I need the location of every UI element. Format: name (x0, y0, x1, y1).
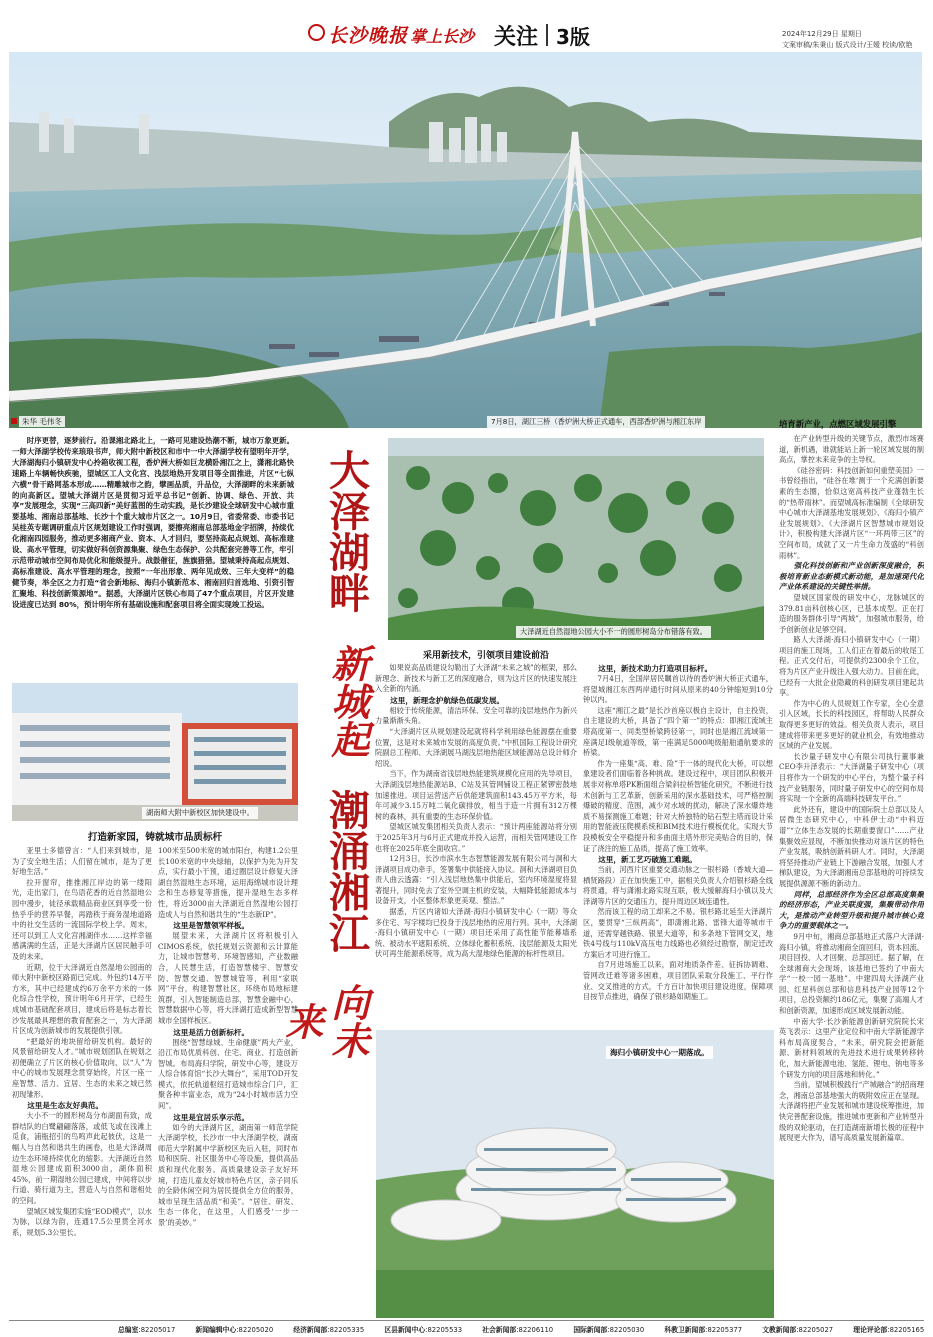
hero-caption: 7月8日，湖江三桥（香炉洲大桥正式通车，西部香炉洲与湘江东岸 (487, 416, 705, 428)
col5-p10: 当前，望城积极践行“产城融合”的招商理念，湘南总部基地强大的吸附效应正在显现。大泽湖将把产业发展和城市建设统筹推进，加快完善配套设施，推进城市更新和产业转型升级的双轮驱动，在打造湖南新增长极的征程中展现更大作为，谱写高质量发展新篇章。 (779, 1080, 924, 1143)
col4-p4: 当前，河西片区重要交通动脉之一银杉路（香城大道—栖贤路段）正在加快施工中，据相关负责人介绍银杉路全线将贯通，将与潇湘北路实现互联，极大缓解海归小镇以及大泽湖等片区的交通压力，提升周边区域连通性。 (583, 865, 773, 906)
wetland-islands-image (388, 438, 764, 640)
col1-p1: 亚里士多德曾言：“人们来到城市，是为了安全地生活；人们留在城市，是为了更好地生活。” (12, 846, 152, 877)
newspaper-logo: 长沙晚报 (328, 25, 409, 47)
headline-line1: 大泽湖畔 (322, 449, 370, 613)
col5-p5: 作为中心的人员规划工作专家，全心全意引入区域，长长的科技园区，将帮助人民群众取得更多更好的效益。相关负责人表示，项目建成将带来更多更好的就业机会，有效地推动区域的产业发展。 (779, 698, 924, 751)
footer-rule (9, 1320, 924, 1321)
issue-date: 2024年12月29日 星期日 (782, 30, 862, 38)
col4-sub2: 这里，新工艺巧破施工难题。 (598, 855, 697, 865)
col3-p4: 当下，作为湖南省浅层地热能建筑规模化应用的先导项目，大泽湖浅层地热能源站B、C站及其管网铺设工程正紧锣密鼓地加速推进。项目运营送产后供能建筑面积143.45万平方米，每年可减少3.15万吨二氧化碳排放，相当于造一片拥有312万棵树的森林，具有重要的生态环保价值。 (375, 769, 577, 821)
col5-heading: 培育新产业，点燃区域发展引擎 (779, 419, 897, 429)
newspaper-logo-icon (308, 24, 325, 41)
col3-p5: 望城区城发集团相关负责人表示：“预计两座能源站将分别于2025年3月与6月正式建成并投入运营，而相关管网建设工作也将在2025年底全面收官。” (375, 822, 577, 853)
col5-p8: 9月中旬，湘商总部基地正式落户大泽湖·海归小镇，将推动湘商全面回归，资本回流、项目回投、人才回聚、总部回迁。据了解，在全球湘商大会现场，该基地已签约了中南大学“一校一园一基地”、中建四局大泽湖产业园、红星科创总部和信息科技产业园等12个项目，总投资额约186亿元，集聚了高端人才和创新资源，加速形成区域发展新动能。 (779, 931, 924, 1016)
hero-photo (9, 52, 922, 428)
col3-heading: 采用新技术，引领项目建设前沿 (422, 651, 549, 661)
wetland-photo (388, 438, 764, 640)
col5-text (779, 434, 924, 1318)
col4-p1: 7月4日，全国岸居民瞩首以待的香炉洲大桥正式通车，将望城湘江东西两岸通行时间从原来的40分钟缩短到10分钟以内。 (583, 674, 773, 705)
footer-item: 总编室:82205017 (118, 1326, 176, 1334)
col4-sub1: 这里，新技术助力打造项目标杆。 (598, 664, 713, 673)
haigui-caption: 海归小镇研发中心一期落成。 (606, 1046, 713, 1059)
col2-p4: 如今的大泽湖片区，湖南第一师范学院大泽湖学校，长沙市一中大泽湖学校，湖南师范大学附属中学新校区先后入驻，同时布局和医院、社区服务中心等设施，提供高品质和现代化服务。高质量建设亲子友好环境，打造儿童友好城市特色片区，亲子同乐的全龄休闲空间为居民提供全方位的服务，城市呈现生活品质“和美”。“居住、研发、生态一体化，在这里，人们感受‘一步一景’的美妙。” (158, 1122, 298, 1227)
footer-item: 科教卫新闻部:82205377 (664, 1326, 743, 1334)
col5-p4: 路人大泽湖·海归小镇研发中心（一期）项目的施工现场，工人们正在着最后的收尾工程。正式交付后，可提供约2300余个工位，将为片区产业升级注入强大动力。目前在此，已经有一大批企业隐藏的科创研发项目建起共享。 (779, 635, 924, 698)
col5-p3: 望城区国家级的研发中心，龙脉城区的379.81亩科创核心区，已基本成型。正在打造的服务群体引导“两城”，加强城市服务，给予创新创业足够空间。 (779, 592, 924, 634)
headline (279, 436, 370, 1059)
footer-item: 理论评论部:82205165 (853, 1326, 925, 1334)
col3-p3: “大泽湖片区从规划建设起就将科学利用绿色能源摆在重要位置，这是对未来城市发展的高度负责。”中机国际工程设计研究院副总工程师、大泽湖展马湖浅层地热能区域能源站总设计师介绍说。 (375, 726, 577, 768)
col5-p6: 长沙量子研发中心有限公司执行董事兼CEO李升泽表示：“大泽湖量子研发中心（项目将作为一个研发的中心平台，为整个量子科技产业链服务，同时量子研发中心的空间布局将实现一个全新的高端科技研发平台。” (779, 751, 924, 804)
footer-item: 区县新闻中心:82205533 (384, 1326, 463, 1334)
footer-hotlines (118, 1324, 933, 1334)
headline-line1-b: 新城起 (325, 644, 370, 758)
col1-text (12, 846, 152, 1316)
col1-p4: “把最好的地块留给研发机构。最好的风景留给研发人才。”城市规划团队在规划之初便确立了片区的核心价值取向，以“人”为中心的城市发展理念贯穿始终，片区一座一座智慧、活力、宜居、生态的未来之城已然初现雏形。 (12, 1036, 152, 1099)
school-photo (12, 683, 298, 821)
page-number: 3版 (556, 25, 590, 49)
footer-item: 新闻编辑中心:82205020 (195, 1326, 274, 1334)
col3-sub1: 这里，新理念护航绿色低碳发展。 (390, 695, 505, 705)
col4-p5: 然而该工程的动工却来之不易。银杉路北延至大泽湖片区，要贯穿“三纵两高”，即潇湘北路、雷锋大道等城市干道，还需穿越铁路、银星大道等，和多条地下管网交叉，地铁4号线与110kV高压电力线路也必须经过勘察，制定迁改方案后才可进行施工。 (583, 907, 773, 959)
footer-item: 经济新闻部:82205335 (293, 1326, 365, 1334)
col1-p5: 大小不一的圆形树岛分布湖面有致，成群结队的白鹭翩翩落落，或低飞或在浅滩上觅食，浦瓶招引的鸟鸣声此起彼伏，这是一幅人与自然和谐共生的画卷，也是大泽湖周边生态环境持续优化的缩影。大泽湖近自然湿地公园建成面积3000亩，湖体面积45%，前一期湿地公园已建成，中间将以步行道、骑行道为主，营造人与自然和谐相处的空间。 (12, 1111, 152, 1205)
col4-p2: 这座“湘江之最”是长沙首座以极自主设计，自主投资，自主建设的大桥，具备了“四个第一”的特点：即湘江流域主塔高度第一、同类型桥梁跨径第一，同时也是湘江流域第一座满足Ⅰ级航道等级，第一座满足5000吨级船舶通航要求的桥梁。 (583, 705, 773, 758)
col2-p2: 展望未来，大泽湖片区将积极引入CIMOS系统，依托规划云资源和云计算能力，让城市智慧考、环境智感知，产业数融合，人民慧生活，打造智慧楼宇、智慧安防、智慧交通、智慧城管等，利用“家联网”平台，构建智慧社区，环绕布局地标建筑群，引入智能制造总部，智慧金融中心，智慧数据中心等，将大泽湖打造成新型智慧城市全国样板区。 (158, 931, 298, 1025)
photo-credit: 朱华 毛伟冬 (19, 416, 65, 427)
app-logo: 掌上长沙 (410, 27, 475, 46)
footer-item: 文教新闻部:82205027 (762, 1326, 834, 1334)
wetland-caption: 大泽湖近自然湿地公园大小不一的圆形树岛分布错落有致。 (516, 626, 711, 638)
col3-p6: 12月3日，长沙市滨水生态智慧能源发展有限公司与洞和大泽湖项目成功牵手，签署集中供能接入协议。洞和大泽湖项目负责人曲云透露：“引入浅层地热集中供能后，室内环境湿度将显著提升，同时免去了室外空调主机的安装，大幅降低能源成本与设备开支，小区整体形象更美观、整洁。” (375, 854, 577, 906)
col5-p2: 《硅谷密码：科技创新如何重塑美国》一书曾经指出，“硅谷在堆‘测于一个充满创新要素的生态圈，恰似这宽高科技产业蓬勃生长的“热带雨林”。而望城高标准编制《全球研发中心城市大泽湖基地发展规划》、《海归小镇产业发展规划》、《大泽湖片区智慧城市规划设计》，积极构建大泽湖片区“一环两带三区”的空间布局，成就了又一片生命力茂盛的“科创雨林”。 (779, 465, 924, 560)
col2-p3: 围绕“智慧绿城、生命健康”两大产业，沿江布局优质科创、住宅、商业、打造创新智城。布局海归学院，研发中心等，建设万人综合体育馆“长沙大舞台”，采用TOD开发模式，依托轨道枢纽打造城市综合门户，汇聚各种丰富业态，成为“24小时城市活力空间”。 (158, 1037, 298, 1111)
col1-p2: 拉开窗帘，推推湘江岸边的第一缕阳光，走出家门，在鸟语花香的近自然湿地公园中漫步，徒径承载精品商业区到享受一份热乎乎的营养早餐，再踏秩于商务湿地道路中的社交生活的一流国际学校上学。周末，还可以到工人文化宫湘湖伴水……这样幸福感满满的生活，正是大泽湖片区居民触手可及的未来。 (12, 877, 152, 961)
col4-p6: 自7月进场施工以来，面对地质条件差、征拆协调难、管网改迁难等诸多困难，项目团队采取分段施工、平行作业、交叉推进的方式，千方百计加快项目建设进度，保障项目按节点推进，确保了银杉路如期施工。 (583, 960, 773, 1002)
col5-ital1: 强化科技创新和产业创新深度融合，积极培育新业态新模式新动能，是加速现代化产业体系建设的关键性举措。 (779, 561, 924, 592)
lead-paragraph (12, 436, 294, 611)
col1-sub2: 这里是生态友好典范。 (27, 1101, 104, 1111)
col5-p1: 在产业转型升级的关键节点，激烈市场赛道，新机遇，谁就能站上新一轮区域发展的制高点，掌控未来竞争的主导权。 (779, 434, 924, 465)
col4-text (583, 663, 773, 1023)
col2-sub3: 这里是宜居乐享示范。 (173, 1112, 250, 1122)
photo-credit-icon (11, 418, 17, 424)
col5-p9: 中南大学·长沙新能源创新研究院院长宋英飞表示：这里产业定位和中南大学新能源学科布局高度契合，“未来，研究院会把新能源、新材料领域的先进技术进行成果转移转化，加大新能源电池、氢能、锂电、钠电等多个研发方向的项目落地和转化。” (779, 1016, 924, 1079)
headline-line2: 潮涌湘江 (322, 789, 370, 953)
bridge-river-aerial-image (9, 52, 922, 428)
section-divider (546, 24, 548, 46)
school-building-image (12, 683, 298, 821)
col3-text (375, 663, 577, 1023)
col2-p1: 100米至500米宽的城市阳台，构建1.2公里长100米宽的中央绿轴，以保护为先为开发点，实行最小干预，通过圈层设计修复大泽湖自然湿地生态环境，运用海绵城市设计理念和生态修复等措施，提升湿地生态多样性，将近3000亩大泽湖近自然湿地公园打造成人与自然和谐共生的“生态新IP”。 (158, 846, 298, 919)
col5-p7: 此外还有，建设中的国际院士总部以及人居微生态研究中心，中科伊士动“中科迈谱”“立体生态发展的长期重要窗口”……产业集聚效应显现，不断加快推动对该片区的特色产业发展，吸纳创新科研人才。同时，大泽湖将坚持推动产业链上下游融合发展，加强人才梯队建设，为大泽湖湘南总部基地的可持续发展提供源源不断的新动力。 (779, 804, 924, 888)
col1-p3: 近期，位于大泽湖近自然湿地公园南的师大附中新校区路面已完成。外包约14万平方米，其中已经建成约6万余平方米的一体化综合性学校，预计明年6月开学，已经生成城市基础配套项目，建成后将是标志着长沙发展最具理想的教育配套之一，为大泽湖片区成为创新城市的发展提供引领。 (12, 962, 152, 1036)
col3-p7: 据悉，片区内诸如大泽湖·海归小镇研发中心（一期）等众多住宅、写字楼均已投身于浅层地热的应用行列。其中，大泽湖·海归小镇研发中心（一期）项目还采用了高性能节能幕墙系统、被动水平遮阳系统、立体绿化蓄积系统、浅层能源及太阳光伏可再生能源系统等，成为高大湿地绿色能源的标杆性项目。 (375, 907, 577, 959)
research-center-image (376, 1030, 774, 1318)
editor-credits: 文案审稿/朱秉山 版式设计/王嫒 校读/欧艳 (782, 41, 913, 49)
col2-text (158, 846, 298, 1316)
col1-p6: 望城区城发集团实施“EOD模式”，以水为脉，以绿为韵，连通17.5公里贯全河水系，规划5.3公里长。 (12, 1206, 152, 1237)
col3-p2: 相较于传统能源，清洁环保、安全可靠的浅层地热作为新兴力量渐渐头角。 (375, 705, 577, 726)
headline-line2-b: 向未来 (279, 983, 370, 1059)
haigui-photo (376, 1030, 774, 1318)
col4-p3: 作为一座集“高、难、险”于一体的现代化大桥，可以想象建设者们面临着各种挑战。建设过程中，项目团队积极开展非对称单塔PK断面组合梁斜拉桥智能化研究，不断进行技术创新与工艺革新，创新采用的深水基础技术，可严格控制爆破的精度、范围，减少对水域的扰动，解决了深水爆炸地质不易探测施工难题；针对大桥独特的钻石型主塔而设计采用的智能液压爬模系统和BIM技术进行模板优化，实现大节段模板安全平稳提升和多曲面主塔外形完美贴合的目的，保证了浇注的施工品质，提高了施工效率。 (583, 758, 773, 853)
col2-sub1: 这里是智慧领军样板。 (173, 921, 250, 931)
col5-ital2: 同样，总部经济作为全区总部高度集聚的经济形态，产业关联度强，集聚带动作用大，是推动产业转型升级和提升城市核心竞争力的重要载体之一。 (779, 889, 924, 931)
masthead (0, 0, 933, 52)
section-title: 关注 (494, 25, 539, 50)
lead-text: 时序更替，逐梦前行。沿课湘北路北上，一路可见建设热潮不断，城市万象更新。一师大泽湖学校传来琅琅书声，师大附中新校区和市中一中大泽湖学校有望明年开学，大泽湖海归小镇研发中心拎箱收视工程，香炉洲大桥如巨龙横卧湘江之上，潇湘北路快速路上车辆畅快疾驰，望城区工人文化宫、浅层地热开发项目等全面推进，片区“七纵六横”骨干路网基本形成……精雕城市之韵，擘画品质，升品位，大泽湖畔的未来新城的向高新区。望城大泽湖片区是贯彻习近平总书记“创新、协调、绿色、开放、共享”发展理念，实现“三高四新”美好蓝图的生动实践，是长沙建设全球研发中心城市重要基地、湘南总部基地、长沙十个重大城市片区之一。10月9日，省委常委、市委书记吴桂英专题调研重点片区规划建设工作时强调，要擦亮湘南总部基地金字招牌，持续优化湘南四园服务，推动更多湘商产业、资本、人才回归，要坚持高起点规划、高标准建设、高水平管理，切实做好科创资源集聚、绿色生态保护、公共配套完善等工作，牢引示范带动城市空间布局优化和能级提升。战鼓催征，旌旗猎猎。望城秉持高起点规划、高标准建设、高水平管理的理念，按照“一年出形象、两年见成效、三年大变样”的稳健节奏，举全区之力打造“省会新地标、海归小镇新范本、湘南回归首选地、引资引智汇聚地、科技创新策源地”。据悉，大泽湖片区铁心布局了47个重点项目，片区开发建设进度已达到 80%，预计明年所有基础设施和配套项目将全面实现竣工投运。 (12, 436, 294, 609)
footer-item: 国际新闻部:82205030 (573, 1326, 645, 1334)
school-caption: 湖南师大附中新校区加快建设中。 (142, 807, 258, 819)
col1-heading: 打造新家园，铸就城市品质标杆 (87, 832, 223, 843)
col2-sub2: 这里是活力创新标杆。 (173, 1027, 250, 1037)
col3-p1: 如果说高品质建设勾勒出了大泽湖“未来之城”的框架，那么新理念、新技术与新工艺的深度融合，则为这片区的快速发展注入全新的内涵。 (375, 663, 577, 694)
footer-item: 社会新闻部:82206110 (482, 1326, 554, 1334)
